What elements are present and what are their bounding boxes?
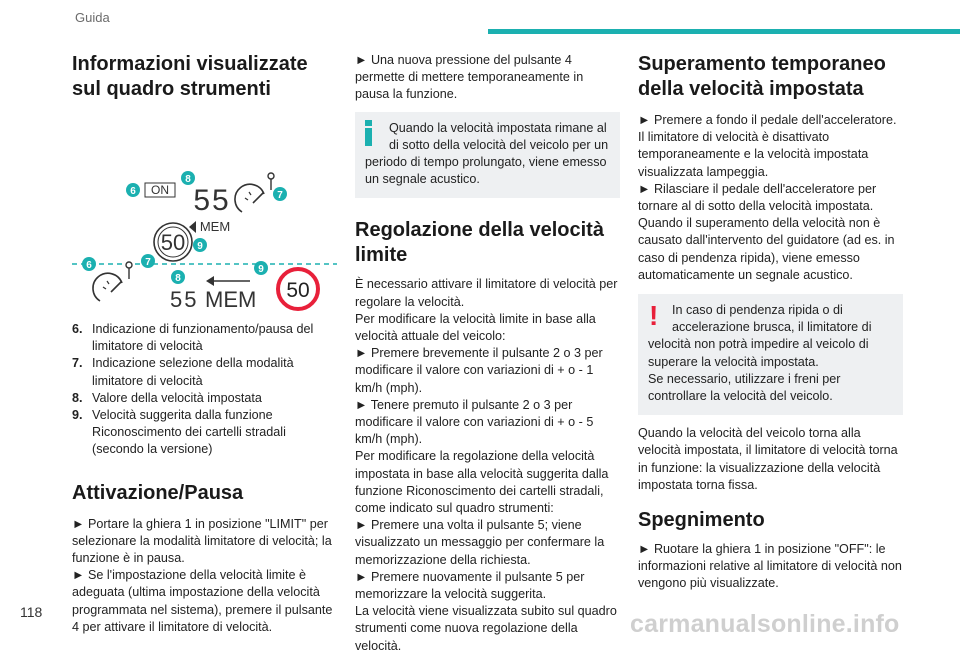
badge-7-top-label: 7 bbox=[277, 190, 283, 201]
instrument-diagram-bottom bbox=[72, 251, 337, 311]
section-title-activation: Attivazione/Pausa bbox=[72, 481, 244, 504]
speed-limit-sign-bottom-value: 50 bbox=[286, 279, 310, 302]
exclamation-icon: ! bbox=[649, 300, 659, 332]
paragraph: ► Premere a fondo il pedale dell'acceleratore. bbox=[638, 113, 897, 127]
paragraph: Il limitatore di velocità è disattivato temporaneamente e la velocità impostata visualizzata lampeggia. bbox=[638, 130, 869, 179]
paragraph: ► Se l'impostazione della velocità limite è adeguata (ultima impostazione della velocità programmata nel sistema), premere il pulsante 4 per attivare il limitatore di velocità. bbox=[72, 568, 333, 634]
column-1 bbox=[72, 52, 337, 636]
paragraph: La velocità viene visualizzata subito sul quadro strumenti come nuova regolazione della velocità. bbox=[355, 604, 617, 653]
paragraph: Quando il superamento della velocità non è causato dall'intervento del guidatore (ad es. in caso di pendenza ripida), viene emesso automaticamente un segnale acustico. bbox=[638, 216, 895, 282]
paragraph: Per modificare la velocità limite in base alla velocità attuale del veicolo: bbox=[355, 311, 596, 344]
mem-label-bottom: MEM bbox=[205, 287, 257, 312]
section-title-off: Spegnimento bbox=[638, 509, 765, 532]
speedometer-icon-top bbox=[235, 173, 274, 212]
on-indicator-text: ON bbox=[151, 183, 169, 197]
paragraph: ► Una nuova pressione del pulsante 4 permette di mettere temporaneamente in pausa la funzione. bbox=[355, 53, 584, 102]
paragraph: È necessario attivare il limitatore di velocità per regolare la velocità. bbox=[355, 277, 618, 309]
header-label: Guida bbox=[75, 10, 110, 25]
legend-list bbox=[72, 321, 337, 459]
page-number: 118 bbox=[20, 604, 43, 620]
speedometer-icon-bottom bbox=[93, 262, 132, 301]
section-title-override: Superamento temporaneo della velocità impostata bbox=[638, 53, 886, 100]
badge-8-top-label: 8 bbox=[185, 174, 191, 185]
list-item: 8. Valore della velocità impostata bbox=[72, 390, 262, 405]
list-item: 9. Velocità suggerita dalla funzione Riconoscimento dei cartelli stradali (secondo la versione) bbox=[72, 408, 286, 457]
badge-6-bottom-label: 6 bbox=[86, 260, 92, 271]
badge-9-bottom-label: 9 bbox=[258, 264, 264, 275]
set-speed-bottom: 55 bbox=[170, 287, 199, 312]
column-2 bbox=[355, 52, 620, 655]
paragraph: Per modificare la regolazione della velocità impostata in base alla velocità suggerita dalla funzione Riconoscimento dei cartelli stradali, come indicato sul quadro strumenti: bbox=[355, 449, 609, 516]
warning-box: ! In caso di pendenza ripida o di accelerazione brusca, il limitatore di velocità non potrà impedire al veicolo di superare la velocità impostata. Se necessario, utilizzare i freni per controllare la velocità del veicolo. bbox=[638, 294, 903, 415]
badge-7-bottom-label: 7 bbox=[145, 257, 151, 268]
list-item: 6. Indicazione di funzionamento/pausa del limitatore di velocità bbox=[72, 322, 314, 354]
list-item: 7. Indicazione selezione della modalità limitatore di velocità bbox=[72, 356, 294, 388]
badge-8-bottom-label: 8 bbox=[175, 273, 181, 284]
set-speed-top: 55 bbox=[193, 184, 231, 217]
mem-label-top: MEM bbox=[199, 219, 231, 234]
paragraph: ► Ruotare la ghiera 1 in posizione "OFF": le informazioni relative al limitatore di velocità non vengono più visualizzate. bbox=[638, 542, 902, 591]
watermark: carmanualsonline.info bbox=[630, 610, 900, 638]
arrow-left-icon bbox=[189, 221, 196, 233]
info-icon bbox=[365, 120, 373, 146]
paragraph: Quando la velocità del veicolo torna alla velocità impostata, il limitatore di velocità torna in funzione: la visualizzazione della velocità impostata torna fissa. bbox=[638, 426, 898, 492]
badge-6-top-label: 6 bbox=[130, 186, 136, 197]
paragraph: ► Rilasciare il pedale dell'acceleratore per tornare al di sotto della velocità impostata. bbox=[638, 181, 877, 214]
diagram-top bbox=[126, 171, 287, 261]
section-title-display-info: Informazioni visualizzate sul quadro strumenti bbox=[72, 53, 308, 100]
paragraph: ► Premere nuovamente il pulsante 5 per memorizzare la velocità suggerita. bbox=[355, 569, 585, 602]
paragraph: ► Tenere premuto il pulsante 2 o 3 per modificare il valore con variazioni di + o - 5 km/h (mph). bbox=[355, 397, 594, 447]
info-box: Quando la velocità impostata rimane al di sotto della velocità del veicolo per un periodo di tempo prolungato, viene emesso un segnale acustico. bbox=[355, 112, 620, 199]
column-3 bbox=[638, 52, 903, 593]
section-title-adjust: Regolazione della velocità limite bbox=[355, 219, 604, 267]
arrow-left-bottom-icon bbox=[206, 276, 214, 286]
paragraph: ► Premere brevemente il pulsante 2 o 3 per modificare il valore con variazioni di + o - 1 km/h (mph). bbox=[355, 346, 603, 395]
paragraph: ► Premere una volta il pulsante 5; viene visualizzato un messaggio per confermare la memorizzazione della richiesta. bbox=[355, 518, 605, 567]
badge-9-top-label: 9 bbox=[197, 241, 203, 252]
header-accent-bar bbox=[488, 29, 960, 34]
paragraph: ► Portare la ghiera 1 in posizione "LIMIT" per selezionare la modalità limitatore di velocità; la funzione è in pausa. bbox=[72, 516, 332, 566]
speed-sign-top-value: 50 bbox=[160, 230, 186, 255]
